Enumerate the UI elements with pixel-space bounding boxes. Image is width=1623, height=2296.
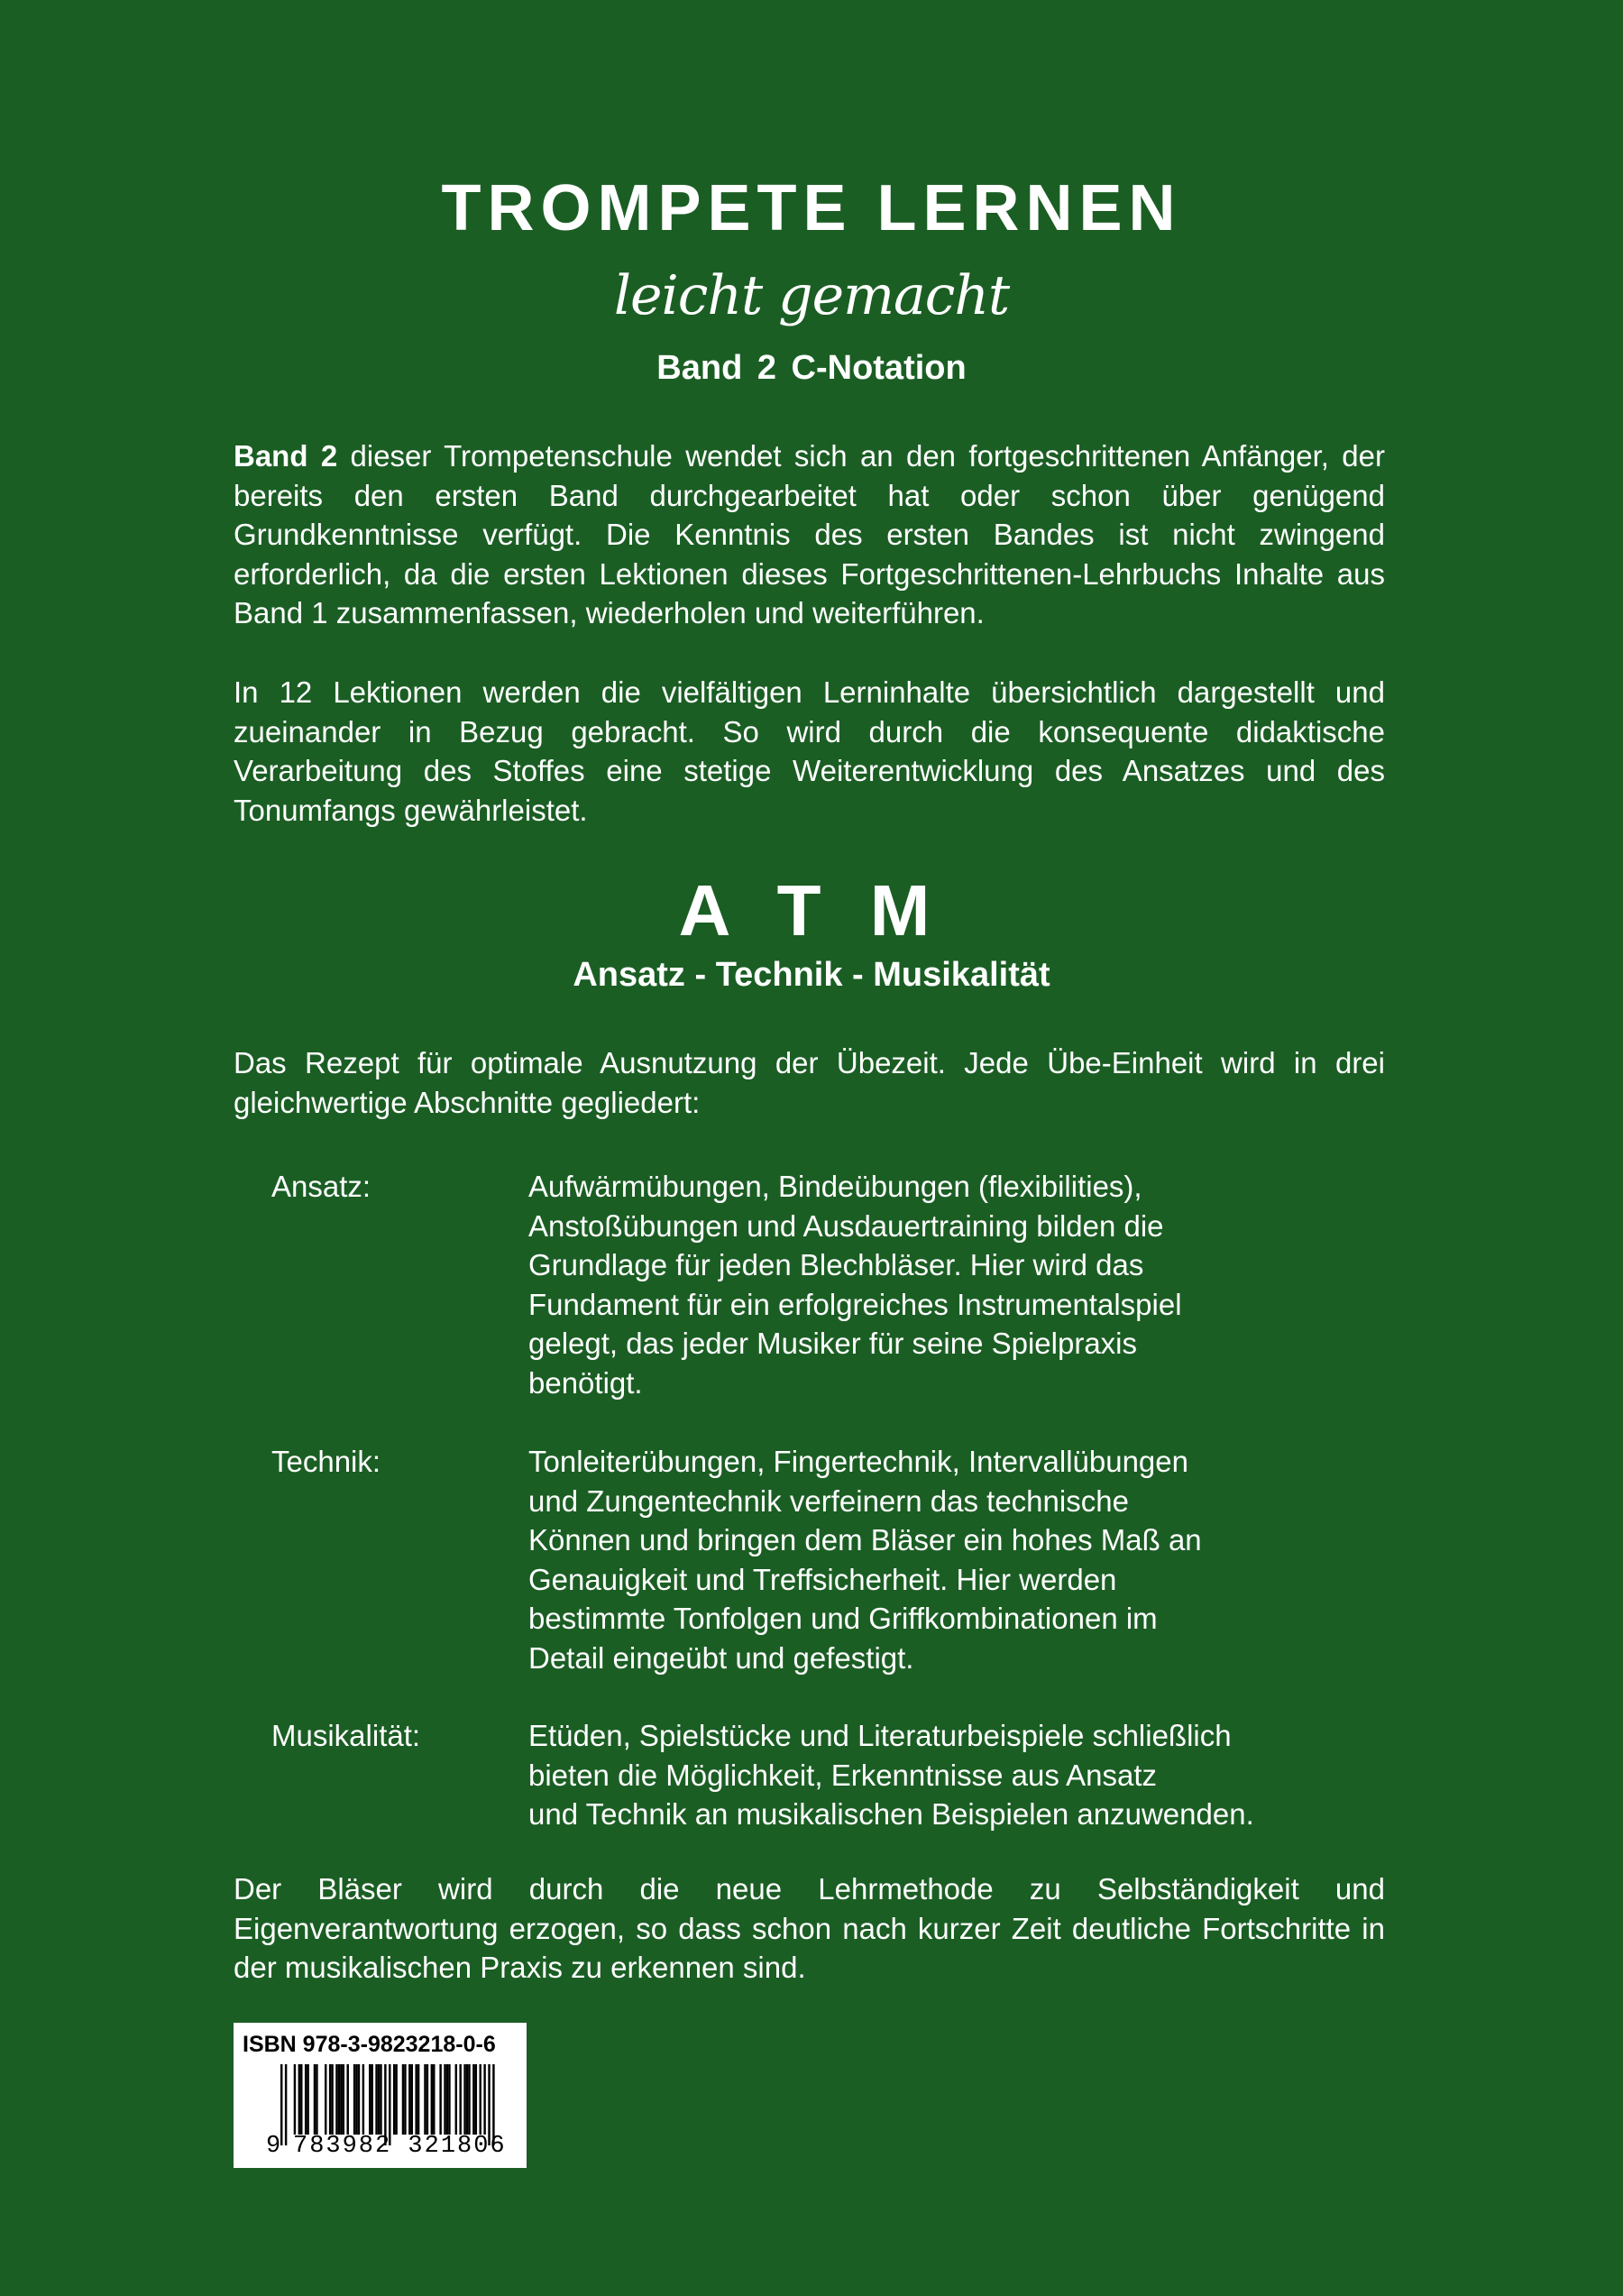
barcode-bar <box>378 2064 380 2135</box>
description-line: bieten die Möglichkeit, Erkenntnisse aus Ansatz <box>528 1758 1158 1792</box>
barcode-bar <box>483 2064 485 2135</box>
barcode-bar <box>285 2064 287 2145</box>
barcode-bar <box>415 2064 417 2135</box>
barcode-bar <box>340 2064 342 2135</box>
description-line: Fundament für ein erfolgreiches Instrumentalspiel <box>528 1287 1182 1321</box>
barcode-bar <box>375 2064 377 2135</box>
barcode-digits: 783982 321806 <box>293 2133 507 2160</box>
description-line: Können und bringen dem Bläser ein hohes Maß an <box>528 1523 1202 1557</box>
barcode-bar <box>444 2064 445 2135</box>
definition-term: Ansatz: <box>271 1170 371 1203</box>
barcode-bar <box>448 2064 450 2135</box>
description-line: Anstoßübungen und Ausdauertraining bilden die <box>528 1208 1164 1243</box>
barcode-bar <box>331 2064 333 2135</box>
barcode-bar <box>338 2064 340 2135</box>
book-subtitle: leicht gemacht <box>613 264 1010 327</box>
definition-term: Technik: <box>271 1445 381 1478</box>
closing-paragraph: Der Bläser wird durch die neue Lehrmethode zu Selbständigkeit und Eigenverantwortung erzogen, so dass schon nach kurzer Zeit deutliche Fortschritte in der musikalischen Praxis zu erkennen sind. <box>234 1872 1385 1984</box>
barcode-bar <box>369 2064 371 2135</box>
description-line: Detail eingeübt und gefestigt. <box>528 1640 914 1675</box>
barcode-bar <box>480 2064 481 2135</box>
isbn-barcode-box <box>234 2023 527 2168</box>
barcode-bar <box>404 2064 406 2135</box>
barcode-bar <box>463 2064 465 2135</box>
description-line: und Technik an musikalischen Beispielen anzuwenden. <box>528 1797 1254 1831</box>
definition-description <box>528 1716 1367 1834</box>
atm-heading: A T M <box>678 870 945 951</box>
volume-label: Band 2 C-Notation <box>656 349 967 387</box>
description-line: benötigt. <box>528 1365 643 1400</box>
barcode-bar <box>355 2064 357 2135</box>
book-title: TROMPETE LERNEN <box>441 172 1182 244</box>
barcode-bar <box>353 2064 355 2135</box>
barcode-bar <box>468 2064 470 2135</box>
barcode-bar <box>300 2064 302 2135</box>
barcode-first-digit: 9 <box>266 2133 281 2160</box>
description-line: Etüden, Spielstücke und Literaturbeispiele schließlich <box>528 1719 1232 1752</box>
barcode-bar <box>411 2064 413 2135</box>
barcode-bar <box>426 2064 428 2135</box>
barcode-bar <box>424 2064 426 2135</box>
intro-paragraph-2: In 12 Lektionen werden die vielfältigen Lerninhalte übersichtlich dargestellt und zueinander in Bezug gebracht. So wird durch die konsequente didaktische Verarbeitung des Stoffes eine stetige Weiterentwicklung des Ansatzes und des Tonumfangs gewährleistet. <box>234 675 1385 827</box>
isbn-label: ISBN 978-3-9823218-0-6 <box>243 2032 496 2057</box>
atm-subheading: Ansatz - Technik - Musikalität <box>573 956 1050 994</box>
barcode-bar <box>325 2064 326 2135</box>
description-line: Tonleiterübungen, Fingertechnik, Intervallübungen <box>528 1445 1188 1478</box>
intro-lead: Band 2 <box>234 439 338 473</box>
definition-term: Musikalität: <box>271 1719 421 1752</box>
description-line: Aufwärmübungen, Bindeübungen (flexibilities), <box>528 1170 1142 1203</box>
description-line: und Zungentechnik verfeinern das technische <box>528 1483 1129 1518</box>
barcode-bar <box>280 2064 282 2145</box>
barcode-bar <box>316 2064 317 2135</box>
barcode-bar <box>472 2064 474 2135</box>
barcode-bar <box>459 2064 461 2135</box>
barcode-bar <box>347 2064 349 2135</box>
barcode-bar <box>343 2064 344 2135</box>
barcode-bar <box>335 2064 337 2135</box>
definition-description <box>528 1167 1367 1402</box>
barcode-bar <box>455 2064 457 2135</box>
barcode-bar <box>446 2064 448 2135</box>
description-line: Genauigkeit und Treffsicherheit. Hier werden <box>528 1562 1117 1596</box>
barcode-bar <box>431 2064 433 2135</box>
barcode-bar <box>408 2064 410 2135</box>
barcode-bar <box>329 2064 331 2135</box>
description-line: Grundlage für jeden Blechbläser. Hier wird das <box>528 1248 1144 1281</box>
barcode-bar <box>475 2064 477 2135</box>
barcode-bar <box>358 2064 360 2135</box>
barcode-bar <box>305 2064 307 2135</box>
barcode-bar <box>439 2064 441 2135</box>
barcode-bar <box>294 2064 296 2135</box>
barcode-bar <box>307 2064 308 2135</box>
barcode-bar <box>466 2064 468 2135</box>
barcode-bar <box>371 2064 372 2135</box>
intro-paragraph-1-text: dieser Trompetenschule wendet sich an den fortgeschrittenen Anfänger, der bereits den ersten Band durchgearbeitet hat oder schon über genügend Grundkenntnisse verfügt. Die Kenntnis des ersten Bandes ist nicht zwingend erforderlich, da die ersten Lektionen dieses Fortgeschrittenen-Lehrbuchs Inhalte aus Band 1 zusammenfassen, wiederholen und weiterführen. <box>234 439 1385 629</box>
barcode-bar <box>380 2064 381 2135</box>
barcode-bar <box>393 2064 395 2135</box>
barcode-bar <box>314 2064 316 2135</box>
description-line: bestimmte Tonfolgen und Griffkombinationen im <box>528 1602 1158 1635</box>
barcode-bar <box>395 2064 397 2135</box>
description-line: gelegt, das jeder Musiker für seine Spielpraxis <box>528 1327 1138 1360</box>
barcode-bar <box>298 2064 300 2135</box>
barcode-bar <box>433 2064 435 2135</box>
barcode-bar <box>402 2064 404 2135</box>
barcode-bar <box>362 2064 364 2135</box>
definition-description <box>528 1442 1367 1677</box>
atm-intro-paragraph: Das Rezept für optimale Ausnutzung der Übezeit. Jede Übe-Einheit wird in drei gleichwertige Abschnitte gegliedert: <box>234 1046 1385 1119</box>
intro-paragraph-1 <box>234 436 1385 633</box>
barcode-bar <box>417 2064 419 2135</box>
